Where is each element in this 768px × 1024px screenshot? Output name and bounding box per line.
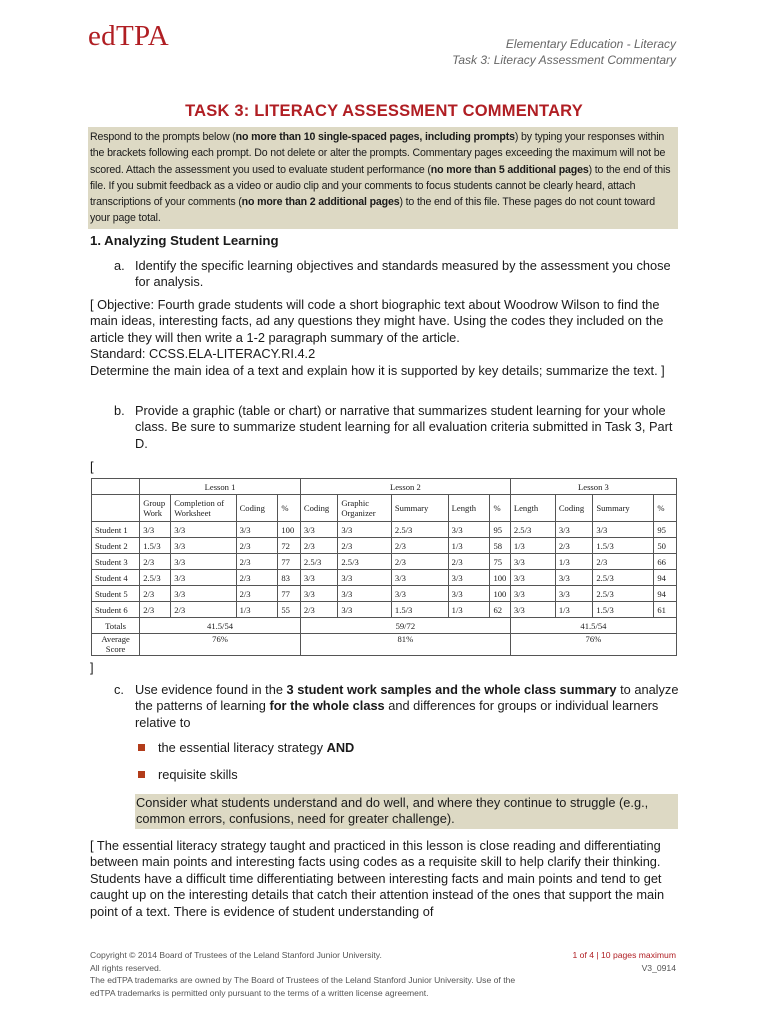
column-header: % <box>490 495 510 522</box>
prompt-b-text: Provide a graphic (table or chart) or narrative that summarizes student learning for your whole class. Be sure to summarize student learning for all evaluation criteria submitted in Task 3, Part D. <box>135 403 673 451</box>
bullet1-bold: AND <box>326 740 355 755</box>
score-cell: 2/3 <box>140 586 171 602</box>
intro-bold-2: no more than 5 additional pages <box>430 163 589 176</box>
score-cell: 100 <box>278 522 301 538</box>
total-cell: 41.5/54 <box>140 618 301 634</box>
score-cell: 1/3 <box>555 554 592 570</box>
bullet-square-icon <box>138 744 145 751</box>
prompt-c <box>114 682 684 731</box>
answer-a-description: Determine the main idea of a text and explain how it is supported by key details; summarize the text. ] <box>90 362 665 378</box>
score-cell: 2/3 <box>236 586 278 602</box>
table-row <box>92 586 677 602</box>
footer-rights: All rights reserved. <box>90 962 162 973</box>
prompt-a <box>114 258 684 291</box>
student-name: Student 6 <box>92 602 140 618</box>
score-cell: 2/3 <box>555 538 592 554</box>
score-cell: 1.5/3 <box>140 538 171 554</box>
bullet2-text: requisite skills <box>158 767 238 782</box>
score-cell: 94 <box>654 570 677 586</box>
column-header: Length <box>448 495 490 522</box>
score-cell: 95 <box>654 522 677 538</box>
score-cell: 61 <box>654 602 677 618</box>
score-cell: 2/3 <box>593 554 654 570</box>
prompt-b-marker: b. <box>114 403 125 418</box>
score-cell: 58 <box>490 538 510 554</box>
score-cell: 2.5/3 <box>338 554 392 570</box>
score-cell: 1.5/3 <box>391 602 448 618</box>
prompt-c-marker: c. <box>114 682 124 697</box>
grades-table <box>91 478 677 656</box>
score-cell: 2.5/3 <box>391 522 448 538</box>
header-info <box>452 36 676 68</box>
score-cell: 3/3 <box>300 522 337 538</box>
table-blank-cell <box>92 479 140 495</box>
column-header: Coding <box>555 495 592 522</box>
score-cell: 100 <box>490 570 510 586</box>
intro-text-4: ) to the end of this file. These pages do not count toward your page total. <box>90 196 655 225</box>
table-row <box>92 554 677 570</box>
edtpa-logo: edTPA <box>88 20 169 52</box>
table-blank-cell <box>92 495 140 522</box>
score-cell: 3/3 <box>391 586 448 602</box>
average-cell: 76% <box>510 634 676 656</box>
answer-c[interactable]: [ The essential literacy strategy taught and practiced in this lesson is close reading and differentiating between main points and interesting facts using codes as a requisite skill to help clarify their thinking. Students have a difficult time differentiating between interesting facts and main points and tend to get caught up on the interesting details that catch their attention instead of the ones that support the main point of a text. There is evidence of student understanding of <box>90 838 665 919</box>
score-cell: 3/3 <box>555 586 592 602</box>
table-average-row <box>92 634 677 656</box>
score-cell: 2.5/3 <box>300 554 337 570</box>
lesson-header: Lesson 2 <box>300 479 510 495</box>
table-row <box>92 538 677 554</box>
average-cell: 76% <box>140 634 301 656</box>
score-cell: 83 <box>278 570 301 586</box>
score-cell: 2/3 <box>171 602 236 618</box>
score-cell: 1.5/3 <box>593 538 654 554</box>
answer-a-objective: [ Objective: Fourth grade students will code a short biographic text about Woodrow Wilson to find the main ideas, interesting facts, ad any questions they might have. Using the codes they included on the article they will then write a 1-2 paragraph summary of the article. <box>90 297 664 345</box>
column-header: Group Work <box>140 495 171 522</box>
score-cell: 77 <box>278 554 301 570</box>
intro-text-3: ) to the end of this file. If you submit feedback as a video or audio clip and your comments to focus students cannot be clearly heard, attach transcriptions of your comments ( <box>90 163 671 209</box>
column-header: Graphic Organizer <box>338 495 392 522</box>
score-cell: 94 <box>654 586 677 602</box>
student-name: Student 2 <box>92 538 140 554</box>
footer-copyright <box>90 949 520 999</box>
lesson-header: Lesson 3 <box>510 479 676 495</box>
score-cell: 1.5/3 <box>593 602 654 618</box>
score-cell: 1/3 <box>448 538 490 554</box>
score-cell: 1/3 <box>236 602 278 618</box>
column-header: % <box>654 495 677 522</box>
column-header: Summary <box>391 495 448 522</box>
score-cell: 2/3 <box>236 554 278 570</box>
footer-copyright-line: Copyright © 2014 Board of Trustees of the Leland Stanford Junior University. <box>90 950 382 960</box>
consider-note: Consider what students understand and do well, and where they continue to struggle (e.g., common errors, confusions, need for greater challenge). <box>135 794 678 829</box>
score-cell: 3/3 <box>171 586 236 602</box>
student-name: Student 5 <box>92 586 140 602</box>
score-cell: 3/3 <box>171 538 236 554</box>
answer-a-standard: Standard: CCSS.ELA-LITERACY.RI.4.2 <box>90 346 316 362</box>
prompt-c-text-2: to analyze the patterns of learning <box>135 682 679 714</box>
column-header: Length <box>510 495 555 522</box>
page-title: TASK 3: LITERACY ASSESSMENT COMMENTARY <box>185 102 583 120</box>
prompt-c-text-3: and differences for groups or individual learners relative to <box>135 698 659 730</box>
intro-instructions <box>88 127 678 229</box>
bullet-literacy-strategy <box>138 740 354 755</box>
score-cell: 2/3 <box>448 554 490 570</box>
score-cell: 55 <box>278 602 301 618</box>
footer-trademark: The edTPA trademarks are owned by The Board of Trustees of the Leland Stanford Junior University. Use of the edTPA trademarks is permitted only pursuant to the terms of a written license agreement. <box>90 975 516 998</box>
header-subject: Elementary Education - Literacy <box>505 37 676 51</box>
table-column-header-row <box>92 495 677 522</box>
score-cell: 3/3 <box>338 602 392 618</box>
score-cell: 3/3 <box>448 586 490 602</box>
table-row <box>92 602 677 618</box>
average-cell: 81% <box>300 634 510 656</box>
score-cell: 3/3 <box>236 522 278 538</box>
prompt-c-text <box>135 682 684 731</box>
section-heading: 1. Analyzing Student Learning <box>90 233 279 248</box>
score-cell: 3/3 <box>555 570 592 586</box>
score-cell: 62 <box>490 602 510 618</box>
score-cell: 2/3 <box>300 538 337 554</box>
student-name: Student 4 <box>92 570 140 586</box>
total-cell: 41.5/54 <box>510 618 676 634</box>
score-cell: 95 <box>490 522 510 538</box>
average-label: Average Score <box>92 634 140 656</box>
score-cell: 2/3 <box>300 602 337 618</box>
score-cell: 3/3 <box>510 570 555 586</box>
score-cell: 1/3 <box>448 602 490 618</box>
column-header: Completion of Worksheet <box>171 495 236 522</box>
prompt-a-text: Identify the specific learning objectives and standards measured by the assessment you chose for analysis. <box>135 258 671 290</box>
student-name: Student 3 <box>92 554 140 570</box>
header-task: Task 3: Literacy Assessment Commentary <box>452 53 676 67</box>
bracket-open: [ <box>90 459 94 474</box>
score-cell: 2.5/3 <box>510 522 555 538</box>
score-cell: 2/3 <box>391 554 448 570</box>
score-cell: 3/3 <box>448 522 490 538</box>
score-cell: 2/3 <box>236 570 278 586</box>
score-cell: 3/3 <box>338 570 392 586</box>
totals-label: Totals <box>92 618 140 634</box>
score-cell: 3/3 <box>171 522 236 538</box>
score-cell: 2.5/3 <box>593 586 654 602</box>
score-cell: 3/3 <box>300 586 337 602</box>
score-cell: 2/3 <box>338 538 392 554</box>
score-cell: 3/3 <box>300 570 337 586</box>
score-cell: 50 <box>654 538 677 554</box>
table-lesson-header-row <box>92 479 677 495</box>
score-cell: 100 <box>490 586 510 602</box>
score-cell: 2/3 <box>391 538 448 554</box>
score-cell: 3/3 <box>171 570 236 586</box>
intro-text-2: ) by typing your responses within the brackets following each prompt. Do not delete or alter the prompts. Commentary pages exceeding the maximum will not be scored. Attach the assessment you used to evaluate student performance ( <box>90 131 666 176</box>
score-cell: 3/3 <box>391 570 448 586</box>
score-cell: 3/3 <box>593 522 654 538</box>
answer-a[interactable] <box>90 297 680 379</box>
score-cell: 1/3 <box>555 602 592 618</box>
lesson-header: Lesson 1 <box>140 479 301 495</box>
footer-page-info <box>573 949 677 974</box>
score-cell: 3/3 <box>338 586 392 602</box>
score-cell: 72 <box>278 538 301 554</box>
intro-bold-3: no more than 2 additional pages <box>241 196 400 209</box>
score-cell: 2/3 <box>140 602 171 618</box>
table-row <box>92 570 677 586</box>
student-name: Student 1 <box>92 522 140 538</box>
score-cell: 2/3 <box>236 538 278 554</box>
table-totals-row <box>92 618 677 634</box>
intro-text-1: Respond to the prompts below ( <box>90 131 236 143</box>
score-cell: 3/3 <box>510 586 555 602</box>
score-cell: 3/3 <box>338 522 392 538</box>
score-cell: 77 <box>278 586 301 602</box>
bracket-close: ] <box>90 660 94 675</box>
score-cell: 2.5/3 <box>140 570 171 586</box>
score-cell: 1/3 <box>510 538 555 554</box>
score-cell: 3/3 <box>510 554 555 570</box>
intro-bold-1: no more than 10 single-spaced pages, including prompts <box>235 131 515 143</box>
score-cell: 2/3 <box>140 554 171 570</box>
prompt-a-marker: a. <box>114 258 125 273</box>
bullet-requisite-skills <box>138 767 238 782</box>
column-header: Summary <box>593 495 654 522</box>
column-header: Coding <box>300 495 337 522</box>
page-number: 1 of 4 | 10 pages maximum <box>572 950 676 960</box>
score-cell: 3/3 <box>171 554 236 570</box>
prompt-b <box>114 403 684 452</box>
column-header: % <box>278 495 301 522</box>
version-label: V3_0914 <box>641 962 676 973</box>
score-cell: 3/3 <box>448 570 490 586</box>
column-header: Coding <box>236 495 278 522</box>
score-cell: 3/3 <box>510 602 555 618</box>
score-cell: 3/3 <box>555 522 592 538</box>
bullet-square-icon <box>138 771 145 778</box>
table-row <box>92 522 677 538</box>
score-cell: 2.5/3 <box>593 570 654 586</box>
score-cell: 3/3 <box>140 522 171 538</box>
score-cell: 66 <box>654 554 677 570</box>
total-cell: 59/72 <box>300 618 510 634</box>
bullet1-text: the essential literacy strategy <box>158 740 327 755</box>
prompt-c-bold-1: 3 student work samples and the whole class summary <box>286 682 617 697</box>
prompt-c-bold-2: for the whole class <box>269 698 385 714</box>
prompt-c-text-1: Use evidence found in the <box>135 682 287 697</box>
score-cell: 75 <box>490 554 510 570</box>
